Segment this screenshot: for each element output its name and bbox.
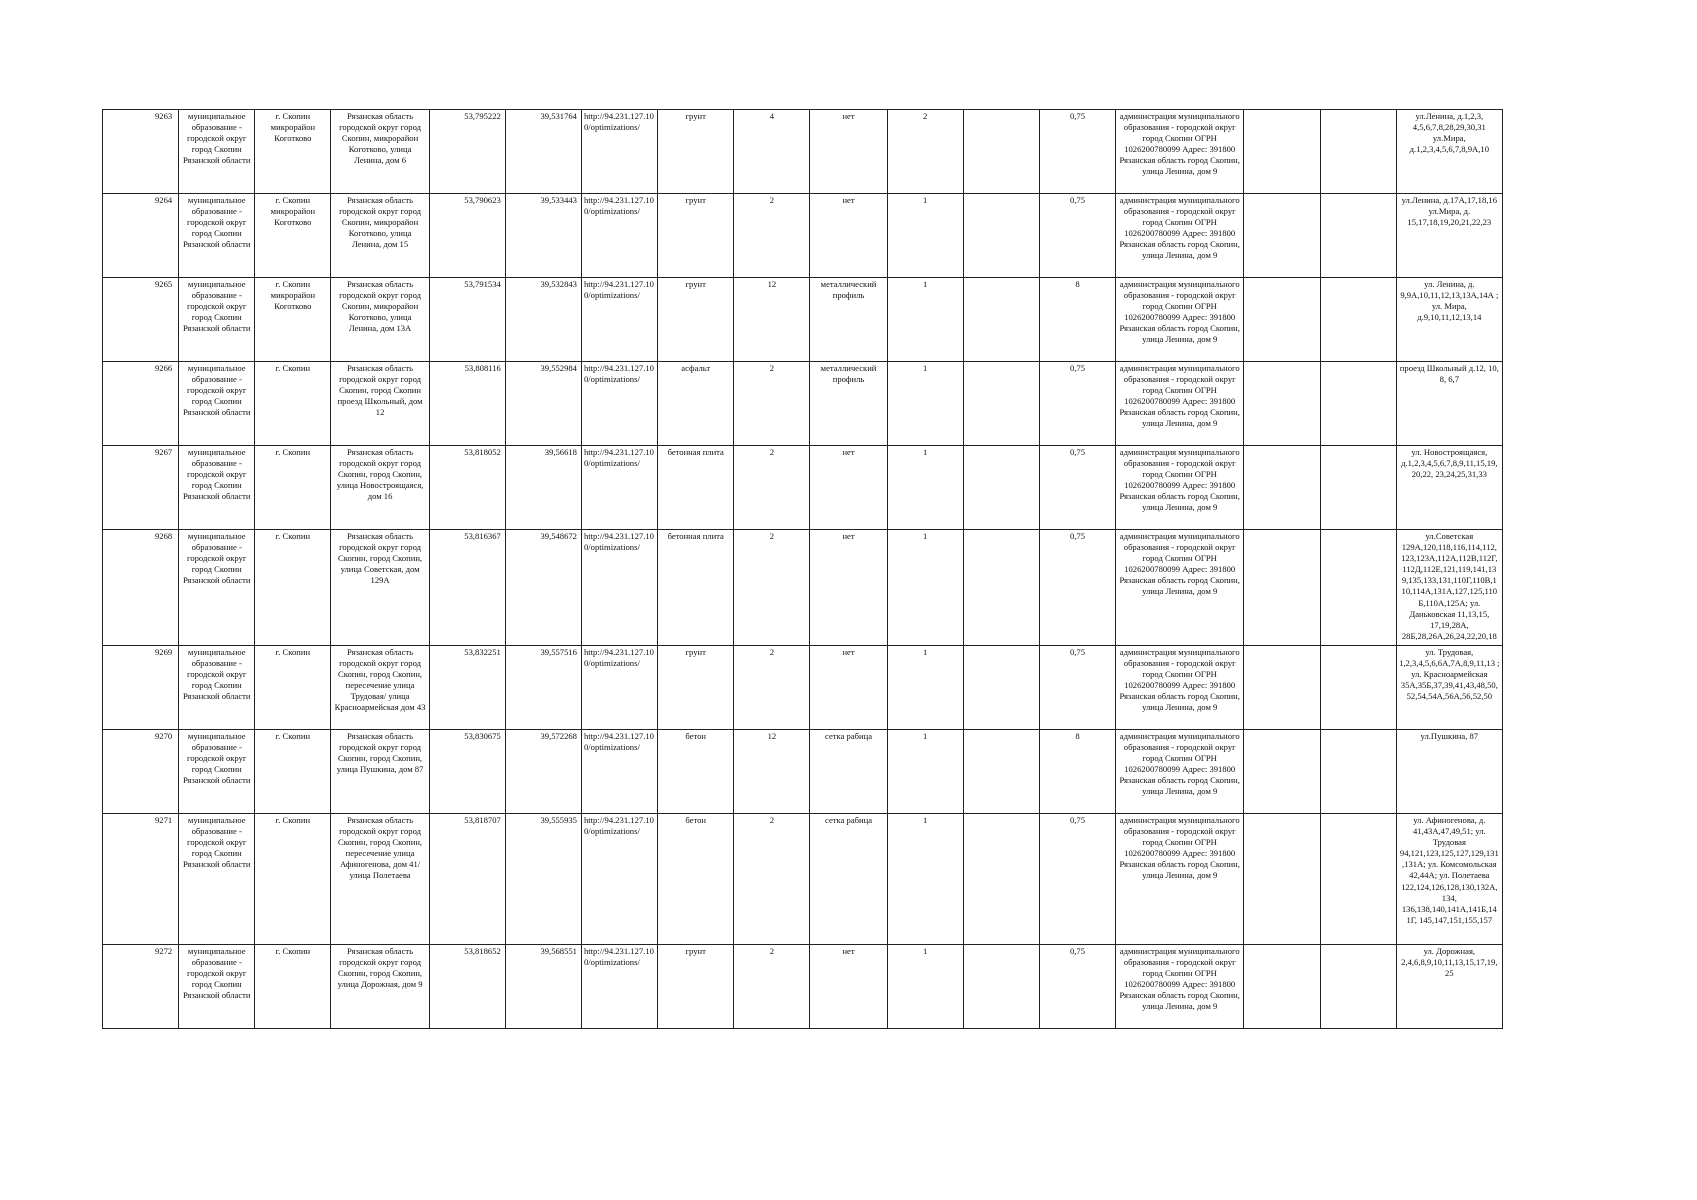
row-number-cell: 9265 [103,278,179,362]
row-number-cell: 9263 [103,110,179,194]
locality-cell: г. Скопин [255,646,331,730]
latitude-cell: 53,791534 [429,278,505,362]
latitude-cell: 53,795222 [429,110,505,194]
served-houses-cell: ул.Пушкина, 87 [1396,730,1502,814]
longitude-cell: 39,552984 [505,362,581,446]
link-cell: http://94.231.127.10 0/optimizations/ [581,814,657,945]
surface-type-cell: грунт [658,110,734,194]
address-cell: Рязанская область городской округ город Скопин, микрорайон Коготково, улица Ленина, дом 13А [331,278,429,362]
latitude-cell: 53,830675 [429,730,505,814]
table-row [103,278,1503,362]
container-count-cell: 1 [887,194,963,278]
surface-type-cell: грунт [658,945,734,1029]
blank-cell-cell [1244,278,1320,362]
address-cell: Рязанская область городской округ город Скопин, город Скопин, пересечение улица Трудовая/ улица Красноармейская дом 43 [331,646,429,730]
area-cell: 2 [734,945,810,1029]
address-cell: Рязанская область городской округ город Скопин, город Скопин проезд Школьный, дом 12 [331,362,429,446]
owner-name-cell: муниципальное образование - городской округ город Скопин Рязанской области [179,194,255,278]
surface-type-cell: бетон [658,814,734,945]
blank-cell-cell [963,194,1039,278]
blank-cell-cell [963,945,1039,1029]
administrator-cell: администрация муниципального образования - городской округ город Скопин ОГРН 1026200780099 Адрес: 391800 Рязанская область город Скопин, улица Ленина, дом 9 [1116,814,1244,945]
row-number-cell: 9269 [103,646,179,730]
address-cell: Рязанская область городской округ город Скопин, микрорайон Коготково, улица Ленина, дом 15 [331,194,429,278]
address-cell: Рязанская область городской округ город Скопин, микрорайон Коготково, улица Ленина, дом 6 [331,110,429,194]
blank-cell-cell [1320,194,1396,278]
administrator-cell: администрация муниципального образования - городской округ город Скопин ОГРН 1026200780099 Адрес: 391800 Рязанская область город Скопин, улица Ленина, дом 9 [1116,530,1244,646]
blank-cell-cell [963,730,1039,814]
locality-cell: г. Скопин [255,730,331,814]
blank-cell-cell [1244,730,1320,814]
served-houses-cell: ул. Ленина, д. 9,9А,10,11,12,13,13А,14А ; ул. Мира, д.9,10,11,12,13,14 [1396,278,1502,362]
area-cell: 2 [734,446,810,530]
administrator-cell: администрация муниципального образования - городской округ город Скопин ОГРН 1026200780099 Адрес: 391800 Рязанская область город Скопин, улица Ленина, дом 9 [1116,362,1244,446]
owner-name-cell: муниципальное образование - городской округ город Скопин Рязанской области [179,362,255,446]
served-houses-cell: ул. Трудовая, 1,2,3,4,5,6,6А,7А,8,9,11,13 ; ул. Красноармейская 35А,35Б,37,39,41,43,48,50, 52,54,54А,56А,56,52,50 [1396,646,1502,730]
administrator-cell: администрация муниципального образования - городской округ город Скопин ОГРН 1026200780099 Адрес: 391800 Рязанская область город Скопин, улица Ленина, дом 9 [1116,110,1244,194]
container-volume-cell: 0,75 [1039,194,1115,278]
latitude-cell: 53,832251 [429,646,505,730]
blank-cell-cell [1244,530,1320,646]
address-cell: Рязанская область городской округ город Скопин, город Скопин, улица Новостроящаяся, дом 16 [331,446,429,530]
surface-type-cell: асфальт [658,362,734,446]
blank-cell-cell [1320,446,1396,530]
surface-type-cell: грунт [658,278,734,362]
served-houses-cell: ул.Советская 129А,120,118,116,114,112, 123,123А,112А,112В,112Г, 112Д,112Е,121,119,141,13 9,135,133,131,110Г,110В,1 10,114А,131А,127,125,110 Б,110А,125А; ул. Даньковская 11,13,15, 17,19,28А, 28Б,28,26А,26,24,22,20,18 [1396,530,1502,646]
administrator-cell: администрация муниципального образования - городской округ город Скопин ОГРН 1026200780099 Адрес: 391800 Рязанская область город Скопин, улица Ленина, дом 9 [1116,646,1244,730]
table-row [103,446,1503,530]
locality-cell: г. Скопин [255,446,331,530]
area-cell: 2 [734,530,810,646]
link-cell: http://94.231.127.10 0/optimizations/ [581,278,657,362]
surface-type-cell: бетон [658,730,734,814]
blank-cell-cell [1320,945,1396,1029]
longitude-cell: 39,531764 [505,110,581,194]
blank-cell-cell [963,814,1039,945]
link-cell: http://94.231.127.10 0/optimizations/ [581,530,657,646]
served-houses-cell: ул.Ленина, д.17А,17,18,16 ул.Мира, д. 15,17,18,19,20,21,22,23 [1396,194,1502,278]
link-cell: http://94.231.127.10 0/optimizations/ [581,446,657,530]
longitude-cell: 39,56618 [505,446,581,530]
latitude-cell: 53,818652 [429,945,505,1029]
container-count-cell: 2 [887,110,963,194]
container-volume-cell: 0,75 [1039,814,1115,945]
owner-name-cell: муниципальное образование - городской округ город Скопин Рязанской области [179,530,255,646]
blank-cell-cell [963,530,1039,646]
blank-cell-cell [1320,730,1396,814]
blank-cell-cell [1320,278,1396,362]
address-cell: Рязанская область городской округ город Скопин, город Скопин, улица Дорожная, дом 9 [331,945,429,1029]
container-count-cell: 1 [887,945,963,1029]
area-cell: 2 [734,362,810,446]
blank-cell-cell [1244,194,1320,278]
link-cell: http://94.231.127.10 0/optimizations/ [581,945,657,1029]
owner-name-cell: муниципальное образование - городской округ город Скопин Рязанской области [179,446,255,530]
fence-type-cell: нет [810,110,887,194]
table-row [103,814,1503,945]
container-volume-cell: 0,75 [1039,945,1115,1029]
table-row [103,730,1503,814]
table-row [103,945,1503,1029]
table-row [103,646,1503,730]
locality-cell: г. Скопин микрорайон Коготково [255,278,331,362]
fence-type-cell: нет [810,446,887,530]
area-cell: 4 [734,110,810,194]
blank-cell-cell [1244,814,1320,945]
fence-type-cell: металлический профиль [810,278,887,362]
table-row [103,530,1503,646]
row-number-cell: 9264 [103,194,179,278]
address-cell: Рязанская область городской округ город Скопин, город Скопин, улица Пушкина, дом 87 [331,730,429,814]
link-cell: http://94.231.127.10 0/optimizations/ [581,730,657,814]
locality-cell: г. Скопин микрорайон Коготково [255,110,331,194]
blank-cell-cell [963,362,1039,446]
blank-cell-cell [963,446,1039,530]
container-count-cell: 1 [887,362,963,446]
blank-cell-cell [1320,530,1396,646]
latitude-cell: 53,816367 [429,530,505,646]
container-count-cell: 1 [887,730,963,814]
blank-cell-cell [963,110,1039,194]
administrator-cell: администрация муниципального образования - городской округ город Скопин ОГРН 1026200780099 Адрес: 391800 Рязанская область город Скопин, улица Ленина, дом 9 [1116,945,1244,1029]
container-volume-cell: 8 [1039,730,1115,814]
served-houses-cell: ул. Дорожная, 2,4,6,8,9,10,11,13,15,17,19, 25 [1396,945,1502,1029]
container-volume-cell: 0,75 [1039,362,1115,446]
blank-cell-cell [963,646,1039,730]
table-row [103,194,1503,278]
table-row [103,110,1503,194]
served-houses-cell: ул.Ленина, д.1,2,3, 4,5,6,7,8,28,29,30,31 ул.Мира, д.1,2,3,4,5,6,7,8,9А,10 [1396,110,1502,194]
served-houses-cell: ул. Афиногенова, д. 41,43А,47,49,51; ул. Трудовая 94,121,123,125,127,129,131 ,131А; ул. Комсомольская 42,44А; ул. Полетаева 122,124,126,128,130,132А, 134, 136,138,140,141А,141Б,14 1Г, 145,147,151,155,157 [1396,814,1502,945]
row-number-cell: 9271 [103,814,179,945]
surface-type-cell: бетонная плита [658,446,734,530]
blank-cell-cell [1244,362,1320,446]
latitude-cell: 53,818052 [429,446,505,530]
administrator-cell: администрация муниципального образования - городской округ город Скопин ОГРН 1026200780099 Адрес: 391800 Рязанская область город Скопин, улица Ленина, дом 9 [1116,194,1244,278]
locality-cell: г. Скопин микрорайон Коготково [255,194,331,278]
row-number-cell: 9266 [103,362,179,446]
latitude-cell: 53,790623 [429,194,505,278]
owner-name-cell: муниципальное образование - городской округ город Скопин Рязанской области [179,945,255,1029]
blank-cell-cell [1244,945,1320,1029]
longitude-cell: 39,572268 [505,730,581,814]
row-number-cell: 9272 [103,945,179,1029]
administrator-cell: администрация муниципального образования - городской округ город Скопин ОГРН 1026200780099 Адрес: 391800 Рязанская область город Скопин, улица Ленина, дом 9 [1116,278,1244,362]
container-count-cell: 1 [887,646,963,730]
longitude-cell: 39,532843 [505,278,581,362]
registry-table [102,109,1503,1029]
fence-type-cell: металлический профиль [810,362,887,446]
blank-cell-cell [1244,446,1320,530]
container-count-cell: 1 [887,278,963,362]
table-row [103,362,1503,446]
blank-cell-cell [1244,646,1320,730]
row-number-cell: 9270 [103,730,179,814]
address-cell: Рязанская область городской округ город Скопин, город Скопин, улица Советская, дом 129А [331,530,429,646]
container-count-cell: 1 [887,530,963,646]
container-volume-cell: 0,75 [1039,530,1115,646]
latitude-cell: 53,808116 [429,362,505,446]
longitude-cell: 39,548672 [505,530,581,646]
area-cell: 2 [734,814,810,945]
locality-cell: г. Скопин [255,814,331,945]
owner-name-cell: муниципальное образование - городской округ город Скопин Рязанской области [179,278,255,362]
owner-name-cell: муниципальное образование - городской округ город Скопин Рязанской области [179,646,255,730]
fence-type-cell: сетка рабица [810,730,887,814]
area-cell: 12 [734,278,810,362]
row-number-cell: 9267 [103,446,179,530]
served-houses-cell: проезд Школьный д.12, 10, 8, 6,7 [1396,362,1502,446]
longitude-cell: 39,557516 [505,646,581,730]
link-cell: http://94.231.127.10 0/optimizations/ [581,646,657,730]
address-cell: Рязанская область городской округ город Скопин, город Скопин, пересечение улица Афиногенова, дом 41/ улица Полетаева [331,814,429,945]
surface-type-cell: бетонная плита [658,530,734,646]
longitude-cell: 39,568551 [505,945,581,1029]
administrator-cell: администрация муниципального образования - городской округ город Скопин ОГРН 1026200780099 Адрес: 391800 Рязанская область город Скопин, улица Ленина, дом 9 [1116,446,1244,530]
surface-type-cell: грунт [658,194,734,278]
container-volume-cell: 0,75 [1039,110,1115,194]
area-cell: 12 [734,730,810,814]
fence-type-cell: нет [810,530,887,646]
link-cell: http://94.231.127.10 0/optimizations/ [581,194,657,278]
area-cell: 2 [734,646,810,730]
owner-name-cell: муниципальное образование - городской округ город Скопин Рязанской области [179,814,255,945]
blank-cell-cell [1320,110,1396,194]
locality-cell: г. Скопин [255,945,331,1029]
blank-cell-cell [1320,362,1396,446]
area-cell: 2 [734,194,810,278]
longitude-cell: 39,533443 [505,194,581,278]
container-volume-cell: 8 [1039,278,1115,362]
row-number-cell: 9268 [103,530,179,646]
locality-cell: г. Скопин [255,530,331,646]
container-count-cell: 1 [887,814,963,945]
owner-name-cell: муниципальное образование - городской округ город Скопин Рязанской области [179,110,255,194]
fence-type-cell: нет [810,945,887,1029]
container-volume-cell: 0,75 [1039,646,1115,730]
fence-type-cell: сетка рабица [810,814,887,945]
longitude-cell: 39,555935 [505,814,581,945]
administrator-cell: администрация муниципального образования - городской округ город Скопин ОГРН 1026200780099 Адрес: 391800 Рязанская область город Скопин, улица Ленина, дом 9 [1116,730,1244,814]
link-cell: http://94.231.127.10 0/optimizations/ [581,362,657,446]
surface-type-cell: грунт [658,646,734,730]
blank-cell-cell [1320,646,1396,730]
container-count-cell: 1 [887,446,963,530]
fence-type-cell: нет [810,646,887,730]
fence-type-cell: нет [810,194,887,278]
owner-name-cell: муниципальное образование - городской округ город Скопин Рязанской области [179,730,255,814]
latitude-cell: 53,818707 [429,814,505,945]
blank-cell-cell [1320,814,1396,945]
blank-cell-cell [1244,110,1320,194]
served-houses-cell: ул. Новостроящаяся, д.1,2,3,4,5,6,7,8,9,11,15,19, 20,22, 23,24,25,31,33 [1396,446,1502,530]
blank-cell-cell [963,278,1039,362]
container-volume-cell: 0,75 [1039,446,1115,530]
link-cell: http://94.231.127.10 0/optimizations/ [581,110,657,194]
locality-cell: г. Скопин [255,362,331,446]
